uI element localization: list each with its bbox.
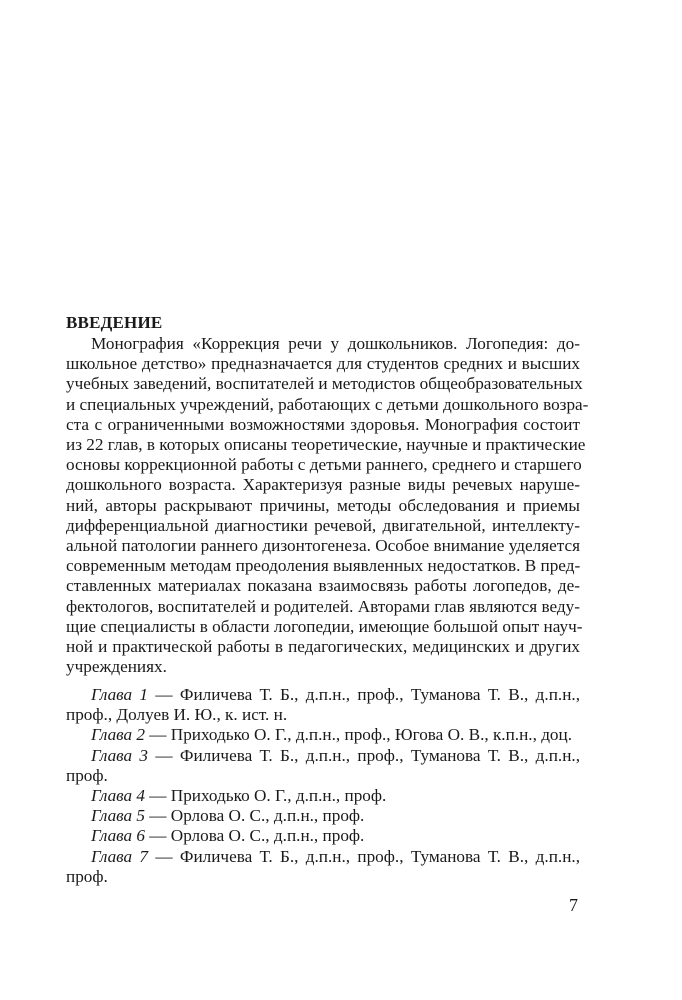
section-heading: ВВЕДЕНИЕ <box>66 313 163 332</box>
chapter-entry <box>66 847 580 867</box>
chapter-label: Глава 2 <box>91 725 145 745</box>
intro-line: ставленных материалах показана взаимосвязь работы логопедов, де- <box>66 576 580 596</box>
chapter-authors-list <box>66 685 580 887</box>
chapter-authors: — Приходько О. Г., д.п.н., проф., Югова О. В., к.п.н., доц. <box>145 725 573 745</box>
chapter-entry <box>66 725 580 745</box>
intro-line: Монография «Коррекция речи у дошкольников. Логопедия: до- <box>91 334 580 353</box>
chapter-label: Глава 7 <box>91 846 149 866</box>
chapter-entry <box>66 806 580 826</box>
intro-line: дошкольного возраста. Характеризуя разные виды речевых наруше- <box>66 475 580 495</box>
intro-line: ста с ограниченными возможностями здоровья. Монография состоит <box>66 414 580 434</box>
chapter-authors: — Приходько О. Г., д.п.н., проф. <box>145 786 387 806</box>
intro-line: ной и практической работы в педагогических, медицинских и других <box>66 637 580 657</box>
chapter-authors: — Филичева Т. Б., д.п.н., проф., Туманова Т. В., д.п.н., <box>148 846 580 866</box>
chapter-label: Глава 6 <box>91 826 145 846</box>
intro-line: альной патологии раннего дизонтогенеза. Особое внимание уделяется <box>66 536 580 556</box>
intro-line: фектологов, воспитателей и родителей. Авторами глав являются веду- <box>66 596 580 616</box>
intro-line: основы коррекционной работы с детьми раннего, среднего и старшего <box>66 455 582 475</box>
chapter-entry <box>66 746 580 766</box>
chapter-authors: — Орлова О. С., д.п.н., проф. <box>145 806 365 826</box>
intro-line: ний, авторы раскрывают причины, методы обследования и приемы <box>66 495 580 515</box>
chapter-label: Глава 4 <box>91 786 145 806</box>
intro-line: и специальных учреждений, работающих с детьми дошкольного возра- <box>66 394 589 414</box>
intro-line: учебных заведений, воспитателей и методистов общеобразовательных <box>66 374 583 394</box>
intro-line: дифференциальной диагностики речевой, двигательной, интеллекту- <box>66 515 580 535</box>
intro-line: учреждениях. <box>66 657 167 677</box>
intro-paragraph <box>66 334 589 677</box>
chapter-authors-continued: проф. <box>66 765 108 785</box>
chapter-entry <box>66 685 580 705</box>
page-number: 7 <box>569 895 578 915</box>
chapter-authors-continued: проф., Долуев И. Ю., к. ист. н. <box>66 705 288 725</box>
intro-line: современным методам преодоления выявленных недостатков. В пред- <box>66 556 581 576</box>
chapter-label: Глава 1 <box>91 685 149 704</box>
chapter-entry <box>66 826 580 846</box>
chapter-label: Глава 3 <box>91 745 149 765</box>
chapter-label: Глава 5 <box>91 806 145 826</box>
chapter-authors-continued: проф. <box>66 866 108 886</box>
chapter-entry <box>66 786 580 806</box>
chapter-authors: — Филичева Т. Б., д.п.н., проф., Туманова Т. В., д.п.н., <box>148 745 580 765</box>
intro-line: из 22 глав, в которых описаны теоретические, научные и практические <box>66 435 586 455</box>
intro-line: школьное детство» предназначается для студентов средних и высших <box>66 354 580 374</box>
intro-line: щие специалисты в области логопедии, имеющие большой опыт науч- <box>66 616 583 636</box>
chapter-authors: — Филичева Т. Б., д.п.н., проф., Туманова Т. В., д.п.н., <box>148 685 580 704</box>
chapter-authors: — Орлова О. С., д.п.н., проф. <box>145 826 365 846</box>
